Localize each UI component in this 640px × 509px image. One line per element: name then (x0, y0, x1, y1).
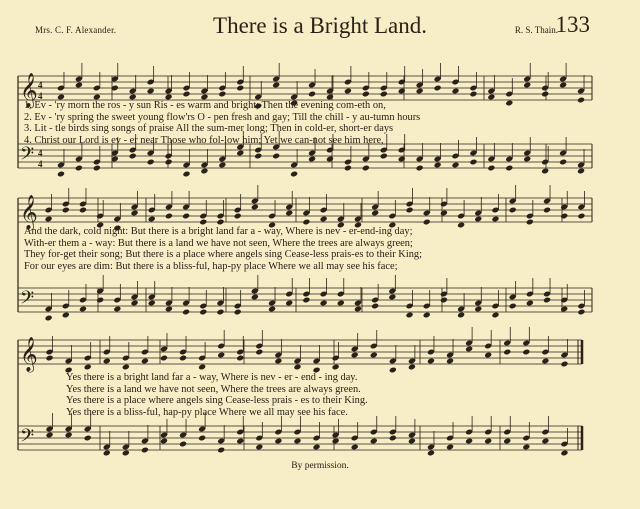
note-head (308, 91, 316, 98)
note-head (362, 91, 370, 98)
note-head (182, 171, 190, 178)
note-head (179, 355, 187, 362)
note-head (320, 216, 328, 223)
note-head (46, 432, 54, 439)
hymn-title: There is a Bright Land. (213, 13, 427, 38)
note-head (160, 355, 168, 362)
treble-clef-icon: 𝄞 (20, 74, 38, 107)
note-head (218, 162, 226, 169)
note-head (503, 438, 511, 445)
note-head (148, 300, 156, 307)
lyric-line: 4. Christ our Lord is ev - er near Those who fol-low him; Yet we can-not see him here, (24, 134, 384, 146)
note-head (141, 447, 149, 454)
note-head (474, 216, 482, 223)
note-head (179, 441, 187, 448)
note-head (370, 438, 378, 445)
note-head (320, 300, 328, 307)
note-head (370, 352, 378, 359)
note-head (313, 444, 321, 451)
note-head (522, 349, 530, 356)
note-head (141, 358, 149, 365)
note-head (408, 438, 416, 445)
note-head (272, 153, 280, 160)
note-head (465, 346, 473, 353)
note-head (522, 444, 530, 451)
note-head (46, 355, 54, 362)
note-head (446, 444, 454, 451)
verse-lyrics-1 (24, 100, 610, 146)
bass-clef-icon: 𝄢 (20, 287, 35, 312)
note-head (423, 219, 431, 226)
note-head (427, 450, 435, 457)
note-head (505, 165, 513, 172)
note-head (446, 358, 454, 365)
note-head (122, 450, 130, 457)
note-head (523, 82, 531, 89)
lyric-line: Yes there is a land we have not seen, Where the trees are always green. (66, 383, 361, 395)
note-head (451, 88, 459, 95)
note-head (344, 88, 352, 95)
note-head (308, 156, 316, 163)
note-head (293, 364, 301, 371)
note-head (236, 85, 244, 92)
note-head (351, 444, 359, 451)
notes-treble-3 (46, 327, 569, 373)
note-head (274, 438, 282, 445)
note-head (198, 364, 206, 371)
note-head (147, 159, 155, 166)
note-head (427, 358, 435, 365)
lyric-line: 2. Ev - 'ry spring the sweet young flow'rs O - pen fresh and gay; Till the chill - y au-tumn hours (24, 111, 421, 123)
permission-note: By permission. (291, 461, 349, 471)
note-head (302, 297, 310, 304)
note-head (484, 438, 492, 445)
lyric-line: With-er them a - way: But there is a land we have not seen, Where the trees are always green; (24, 237, 413, 249)
note-head (182, 213, 190, 220)
note-head (129, 153, 137, 160)
note-head (200, 168, 208, 175)
note-head (380, 91, 388, 98)
note-head (351, 352, 359, 359)
note-head (251, 204, 259, 211)
note-head (302, 219, 310, 226)
note-head (84, 364, 92, 371)
note-head (217, 352, 225, 359)
page-number: 133 (555, 12, 590, 37)
note-head (122, 364, 130, 371)
note-head (523, 156, 531, 163)
note-head (362, 165, 370, 172)
note-head (469, 91, 477, 98)
note-head (371, 303, 379, 310)
note-head (272, 82, 280, 89)
treble-staff-1 (18, 76, 592, 100)
refrain-lyrics (66, 372, 506, 418)
note-head (96, 297, 104, 304)
lyric-line: And the dark, cold night: But there is a bright land far a - way, Where is nev - er-end-ing day; (24, 226, 413, 237)
note-head (84, 435, 92, 442)
note-head (236, 150, 244, 157)
note-head (293, 438, 301, 445)
note-head (541, 358, 549, 365)
bass-staff-3 (18, 426, 582, 450)
author-credit: Mrs. C. F. Alexander. (35, 25, 117, 35)
note-head (198, 435, 206, 442)
svg-text:4: 4 (38, 148, 43, 158)
lyric-line: Yes there is a bliss-ful, hap-py place Where we all may see his face. (66, 406, 348, 418)
verse-lyrics-2 (24, 226, 610, 272)
note-head (451, 162, 459, 169)
note-head (65, 432, 73, 439)
note-head (560, 361, 568, 368)
note-head (416, 165, 424, 172)
note-head (182, 91, 190, 98)
note-head (103, 358, 111, 365)
note-head (434, 162, 442, 169)
note-head (57, 171, 65, 178)
composer-credit: R. S. Thain. (514, 25, 558, 35)
note-head (103, 450, 111, 457)
note-head (148, 216, 156, 223)
note-head (332, 438, 340, 445)
note-head (440, 210, 448, 217)
note-head (93, 165, 101, 172)
note-head (560, 213, 568, 220)
note-head (217, 447, 225, 454)
note-head (218, 91, 226, 98)
note-head (234, 213, 242, 220)
note-head (165, 213, 173, 220)
note-head (255, 444, 263, 451)
note-head (79, 207, 87, 214)
note-head (560, 450, 568, 457)
lyric-line: They for-get their song; But there is a place where angels sing Cease-less prais-es to their King; (24, 249, 422, 261)
lyric-line: 3. Lit - tle birds sing songs of praise All the sum-mer long; Then in cold-er, short-er days (24, 123, 394, 135)
note-head (285, 210, 293, 217)
notes-treble-2 (45, 185, 586, 231)
bass-clef-icon: 𝄢 (20, 425, 35, 450)
note-head (398, 156, 406, 163)
note-head (75, 82, 83, 89)
note-head (577, 168, 585, 175)
note-head (254, 153, 262, 160)
note-head (543, 297, 551, 304)
note-head (371, 210, 379, 217)
treble-clef-icon: 𝄞 (20, 196, 38, 229)
lyric-line: For our eyes are dim: But there is a bliss-ful, hap-py place Where we all may see his face; (24, 260, 398, 272)
bass-staff-1 (18, 144, 592, 168)
note-head (559, 82, 567, 89)
note-head (465, 438, 473, 445)
note-head (509, 207, 517, 214)
note-head (491, 216, 499, 223)
note-head (559, 159, 567, 166)
time-signature: 4 (38, 80, 43, 90)
note-head (388, 294, 396, 301)
note-head (344, 165, 352, 172)
note-head (398, 88, 406, 95)
lyric-line: Yes there is a bright land far a - way, Where is nev - er - end - ing day. (66, 372, 358, 383)
note-head (541, 91, 549, 98)
note-head (416, 88, 424, 95)
treble-clef-icon: 𝄞 (20, 338, 38, 371)
note-head (487, 165, 495, 172)
note-head (165, 159, 173, 166)
lyric-line: Yes there is a place where angels sing Cease-less prais - es to their King. (66, 395, 368, 407)
bass-clef-icon: 𝄢 (20, 143, 35, 168)
note-head (469, 159, 477, 166)
note-head (131, 210, 139, 217)
note-head (541, 168, 549, 175)
note-head (147, 88, 155, 95)
note-head (236, 438, 244, 445)
note-head (526, 300, 534, 307)
note-head (326, 156, 334, 163)
note-head (216, 219, 224, 226)
note-head (543, 207, 551, 214)
note-head (160, 438, 168, 445)
note-head (251, 294, 259, 301)
note-head (62, 207, 70, 214)
note-head (577, 213, 585, 220)
note-head (389, 435, 397, 442)
note-head (285, 300, 293, 307)
note-head (199, 219, 207, 226)
note-head (45, 216, 53, 223)
note-head (434, 85, 442, 92)
note-head (440, 297, 448, 304)
svg-text:4: 4 (38, 91, 43, 101)
note-head (274, 358, 282, 365)
note-head (503, 349, 511, 356)
note-head (131, 300, 139, 307)
note-head (380, 153, 388, 160)
note-head (290, 171, 298, 178)
svg-text:4: 4 (38, 159, 43, 169)
note-head (484, 352, 492, 359)
note-head (406, 207, 414, 214)
note-head (255, 349, 263, 356)
note-head (526, 219, 534, 226)
note-head (332, 364, 340, 371)
note-head (541, 438, 549, 445)
note-head (408, 364, 416, 371)
note-head (509, 303, 517, 310)
note-head (75, 165, 83, 172)
note-head (337, 300, 345, 307)
lyric-line: 1. Ev - 'ry morn the ros - y sun Ris - es warm and bright; Then the evening com-eth on, (24, 100, 386, 111)
note-head (236, 355, 244, 362)
